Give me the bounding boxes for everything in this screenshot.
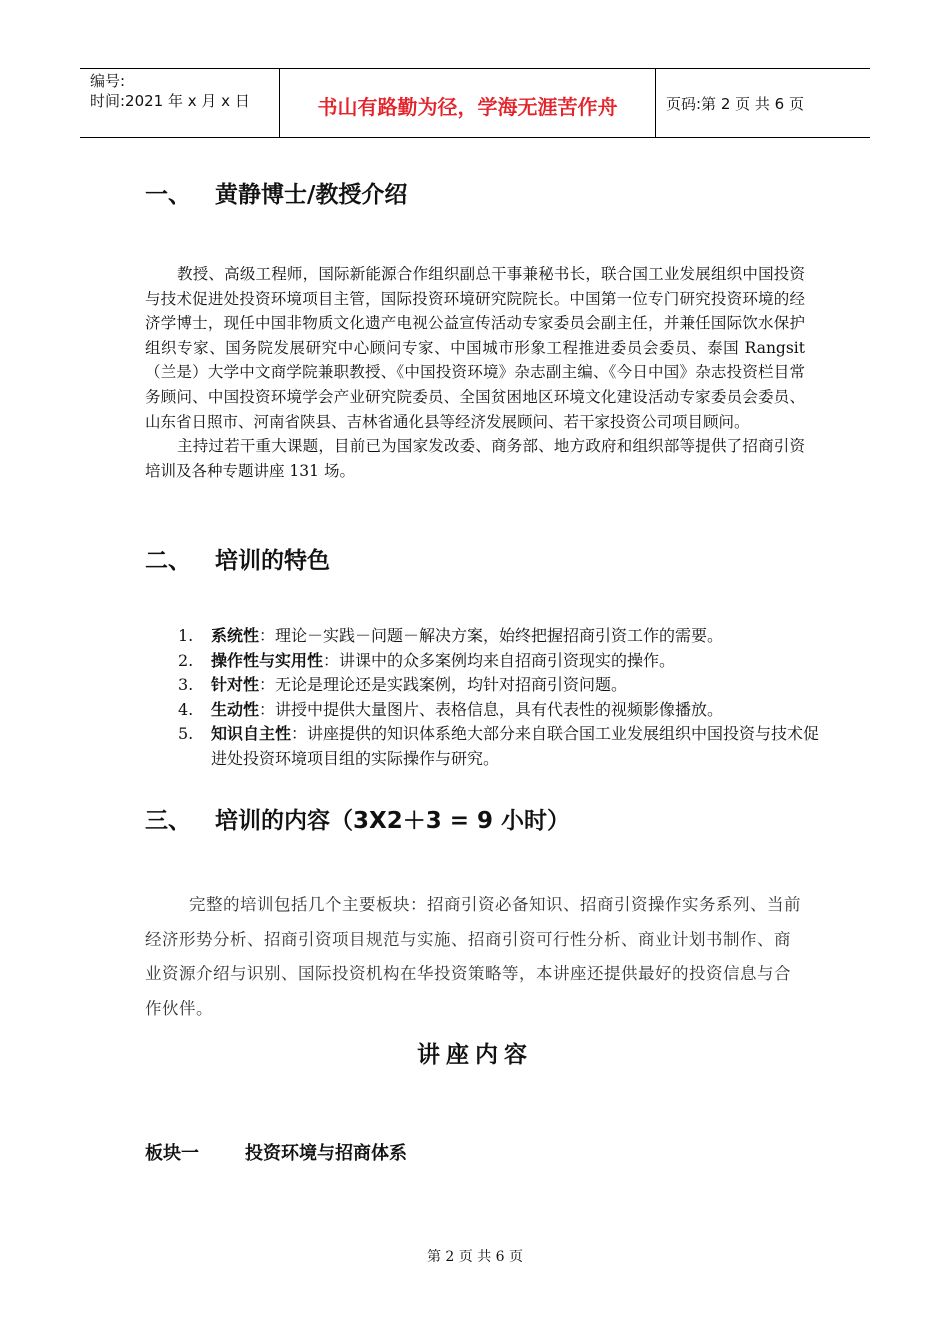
header-meta (80, 69, 280, 137)
feature-term: 知识自主性 (211, 724, 292, 743)
intro-paragraph-1: 教授、高级工程师，国际新能源合作组织副总干事兼秘书长，联合国工业发展组织中国投资与技术促进处投资环境项目主管，国际投资环境研究院院长。中国第一位专门研究投资环境的经济学博士，现任中国非物质文化遗产电视公益宣传活动专家委员会副主任，并兼任国际饮水保护组织专家、国务院发展研究中心顾问专家、中国城市形象工程推进委员会委员、泰国 Rangsit（兰是）大学中文商学院兼职教授、《中国投资环境》杂志副主编、《今日中国》杂志投资栏目常务顾问、中国投资环境学会产业研究院委员、全国贫困地区环境文化建设活动专家委员会委员、山东省日照市、河南省陕县、吉林省通化县等经济发展顾问、若干家投资公司项目顾问。 (145, 265, 805, 431)
feature-item (145, 673, 825, 698)
feature-item (145, 649, 825, 674)
feature-desc: ：讲课中的众多案例均来自招商引资现实的操作。 (323, 650, 676, 670)
section-title: 培训的特色 (215, 548, 330, 574)
section-heading-1 (145, 176, 407, 209)
header-number: 编号: (90, 72, 126, 90)
feature-term: 系统性 (211, 626, 260, 645)
feature-term: 针对性 (211, 675, 260, 694)
feature-item (145, 624, 825, 649)
section-number: 二、 (145, 548, 191, 574)
feature-item (145, 722, 825, 771)
header-motto: 书山有路勤为径，学海无涯苦作舟 (280, 69, 656, 137)
content-paragraph: 完整的培训包括几个主要板块：招商引资必备知识、招商引资操作实务系列、当前经济形势分析、招商引资项目规范与实施、招商引资可行性分析、商业计划书制作、商业资源介绍与识别、国际投资机构在华投资策略等，本讲座还提供最好的投资信息与合作伙伴。 (145, 895, 801, 1018)
feature-term: 生动性 (211, 699, 260, 719)
item-number: 4. (178, 699, 194, 719)
header-page-number: 页码:第 2 页 共 6 页 (666, 95, 804, 113)
feature-desc: ：讲座提供的知识体系绝大部分来自联合国工业发展组织中国投资与技术促进处投资环境项目组的实际操作与研究。 (211, 724, 820, 768)
item-number: 3. (178, 675, 194, 694)
section-heading-3 (145, 802, 570, 835)
section-title: 黄静博士/教授介绍 (215, 182, 408, 208)
block-title: 投资环境与招商体系 (245, 1143, 407, 1164)
block-heading (145, 1139, 407, 1165)
page-footer: 第 2 页 共 6 页 (426, 1249, 524, 1265)
block-label: 板块一 (145, 1143, 199, 1164)
header-time: 时间:2021 年 x 月 x 日 (90, 92, 250, 110)
page-header (80, 68, 870, 138)
item-number: 1. (178, 626, 194, 645)
feature-desc: ：讲授中提供大量图片、表格信息，具有代表性的视频影像播放。 (259, 699, 724, 719)
section-number: 一、 (145, 182, 191, 208)
section-title: 培训的内容（3X2＋3 = 9 小时） (215, 808, 571, 834)
feature-desc: ：理论－实践－问题－解决方案，始终把握招商引资工作的需要。 (259, 626, 724, 645)
section-number: 三、 (145, 808, 191, 834)
item-number: 5. (178, 724, 194, 743)
feature-desc: ：无论是理论还是实践案例，均针对招商引资问题。 (259, 675, 628, 694)
intro-text (145, 262, 805, 483)
lecture-title: 讲座内容 (417, 1042, 533, 1068)
intro-paragraph-2: 主持过若干重大课题，目前已为国家发改委、商务部、地方政府和组织部等提供了招商引资培训及各种专题讲座 131 场。 (145, 437, 805, 480)
item-number: 2. (178, 650, 194, 670)
feature-term: 操作性与实用性 (211, 650, 324, 670)
section-heading-2 (145, 542, 330, 575)
features-list (145, 624, 825, 771)
feature-item (145, 698, 825, 723)
